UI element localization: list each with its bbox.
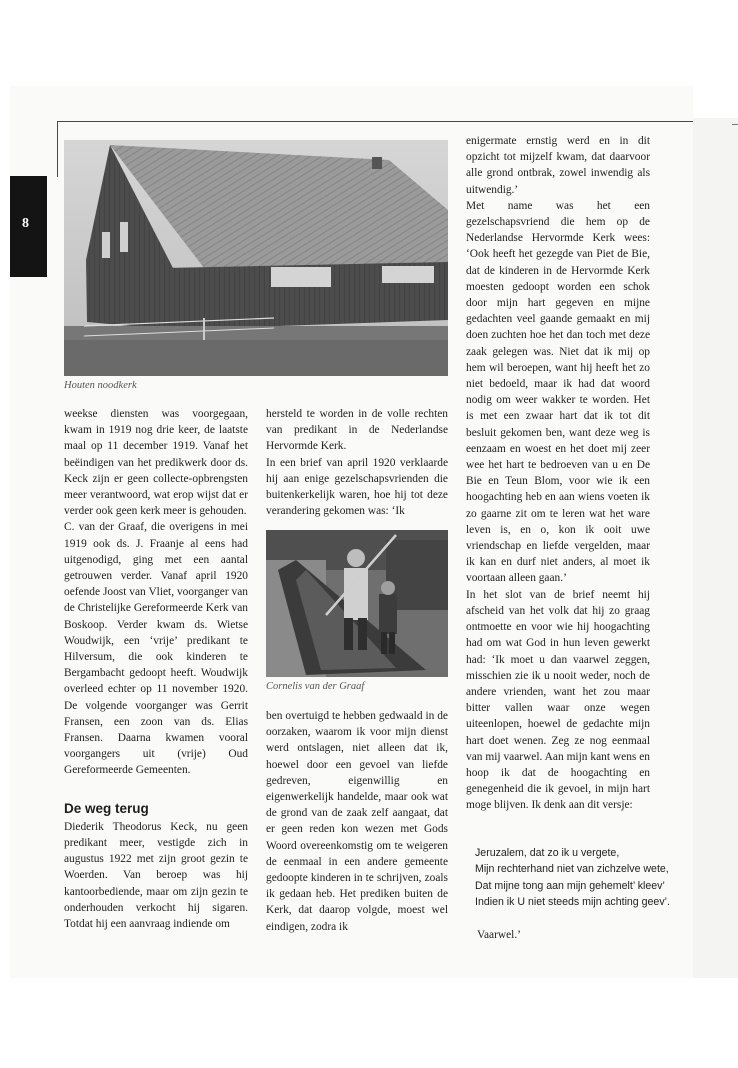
boat-photo bbox=[266, 530, 448, 677]
paragraph: In het slot van de brief neemt hij afscheid van het volk dat hij zo graag ontmoette en voor wie hij hoogachting had om wat God in hun leven gewerkt had: ‘Ik moet u dan vaarwel zeggen, misschien zie ik u nooit weder, noch de andere vrienden, want het zou maar bitter vallen waar onze wegen uiteenlopen, hoewel de gedachte mijn hart doet wenen. Zeg ze nog eenmaal van mij vaarwel. Aan mijn kant wens en hoop ik dat de hoogachting en genegenheid die ik gevoel, in mijn hart moge blijven. Ik denk aan dit versje: bbox=[466, 588, 650, 812]
paragraph: C. van der Graaf, die overigens in mei 1919 ook ds. J. Fraanje al eens had uitgenodigd, ging met een aantal getrouwen verder. Vanaf april 1920 oefende Joost van Vliet, voorganger van de Christelijke Gereformeerde Kerk van Boskoop. Verder kwam ds. Wietse Woudwijk, een ‘vrije’ predikant te Hilversum, die ook kinderen te Bergambacht gedoopt heeft. Woudwijk overleed echter op 11 november 1920. De volgende voorganger was Gerrit Fransen, een zoon van ds. Elias Fransen. Daarna kwamen vooral voorgangers uit (vrije) Oud Gereformeerde Gemeenten. bbox=[64, 521, 248, 777]
church-photo-caption: Houten noodkerk bbox=[64, 380, 137, 391]
poem-line: Jeruzalem, dat zo ik u vergete, bbox=[475, 847, 620, 859]
text-column-right bbox=[466, 133, 650, 814]
page-edge-mark bbox=[732, 124, 738, 125]
next-page-edge bbox=[693, 118, 738, 978]
closing-line: Vaarwel.’ bbox=[477, 929, 521, 941]
paragraph: Met name was het een gezelschapsvriend die hem op de Nederlandse Hervormde Kerk wees: ‘Ook heeft het gezegde van Piet de Bie, dat de kinderen in de Hervormde Kerk moesten gedoopt worden een schok door mijn hart gegeven en mijne gedachten veel gaande gemaakt en mij doen zuchten hoe het dan toch met deze zaak gelegen was. Niet dat ik mij op hem wil beroepen, want hij heeft het zo niet bedoeld, maar ik had dat woord nodig om weer wakker te worden. Het is met een zwaar hart dat ik tot dit besluit gekomen ben, want deze weg is eenzaam en woest en het doet mij zeer wee het hart te bedroeven van u en De Bie en Teun Blom, voor wie ik een hoogachting heb en aan wiens voeten ik zo gaarne zit om te leren wat het ware leven is, en o, kon ik ooit uwe vriendschap en liefde vergelden, maar ik kan en durf niet anders, al moet ik voortaan alleen gaan.’ bbox=[466, 199, 650, 585]
text-column-middle-top bbox=[266, 406, 448, 519]
poem-line: Mijn rechterhand niet van zichzelve wete, bbox=[475, 863, 669, 876]
text-column-middle-bottom bbox=[266, 708, 448, 935]
poem-line: Dat mijne tong aan mijn gehemelt’ kleev’ bbox=[475, 879, 665, 892]
boat-illustration bbox=[266, 530, 448, 677]
paragraph: enigermate ernstig werd en in dit opzicht tot mijzelf kwam, dat daarvoor alle grond ontbrak, zowel inwendig als uitwendig.’ bbox=[466, 135, 650, 196]
paragraph: ben overtuigd te hebben gedwaald in de oorzaken, waarom ik voor mijn dienst werd ontslagen, niet alleen dat ik, hoewel door een gevoel van liefde gedreven, eigenwillig en eigenwerkelijk handelde, maar ook wat de grond van de zaak zelf aangaat, dat er geen reden kon wezen met Gods Woord overeenkomstig om te weigeren de eenmaal in een andere gemeente gedoopte kinderen in te schrijven, zoals ik gedaan heb. Het prediken buiten de Kerk, dat daarop volgde, moest wel eindigen, zodra ik bbox=[266, 710, 448, 933]
paragraph: In een brief van april 1920 verklaarde hij aan enige gezelschapsvrienden die buitenkerkelijk waren, hoe hij tot deze verandering gekomen was: ‘Ik bbox=[266, 456, 448, 518]
page-number: 8 bbox=[22, 216, 29, 231]
boat-photo-caption: Cornelis van der Graaf bbox=[266, 681, 365, 692]
paragraph: weekse diensten was voorgegaan, kwam in 1919 nog drie keer, de laatste maal op 11 december 1919. Vanaf het beëindigen van het predikwerk door ds. Keck zijn er geen collecte-opbrengsten meer verantwoord, wat erop wijst dat er verder ook geen kerk meer is gehouden. bbox=[64, 408, 248, 518]
church-illustration bbox=[64, 140, 448, 376]
poem-line: Indien ik U niet steeds mijn achting geev’. bbox=[475, 896, 670, 909]
church-photo bbox=[64, 140, 448, 376]
header-rule bbox=[57, 121, 693, 122]
section-heading: De weg terug bbox=[64, 800, 149, 816]
paragraph: Diederik Theodorus Keck, nu geen predikant meer, vestigde zich in augustus 1922 met zijn groot gezin te Woerden. Van beroep was hij kantoorbediende, maar om zijn gezin te onderhouden verkocht hij sigaren. Totdat hij een aanvraag indiende om bbox=[64, 820, 248, 931]
poem-block bbox=[475, 845, 695, 911]
paragraph: hersteld te worden in de volle rechten van predikant in de Nederlandse Hervormde Kerk. bbox=[266, 408, 448, 453]
text-column-left bbox=[64, 406, 248, 932]
header-rule-left bbox=[57, 121, 58, 177]
